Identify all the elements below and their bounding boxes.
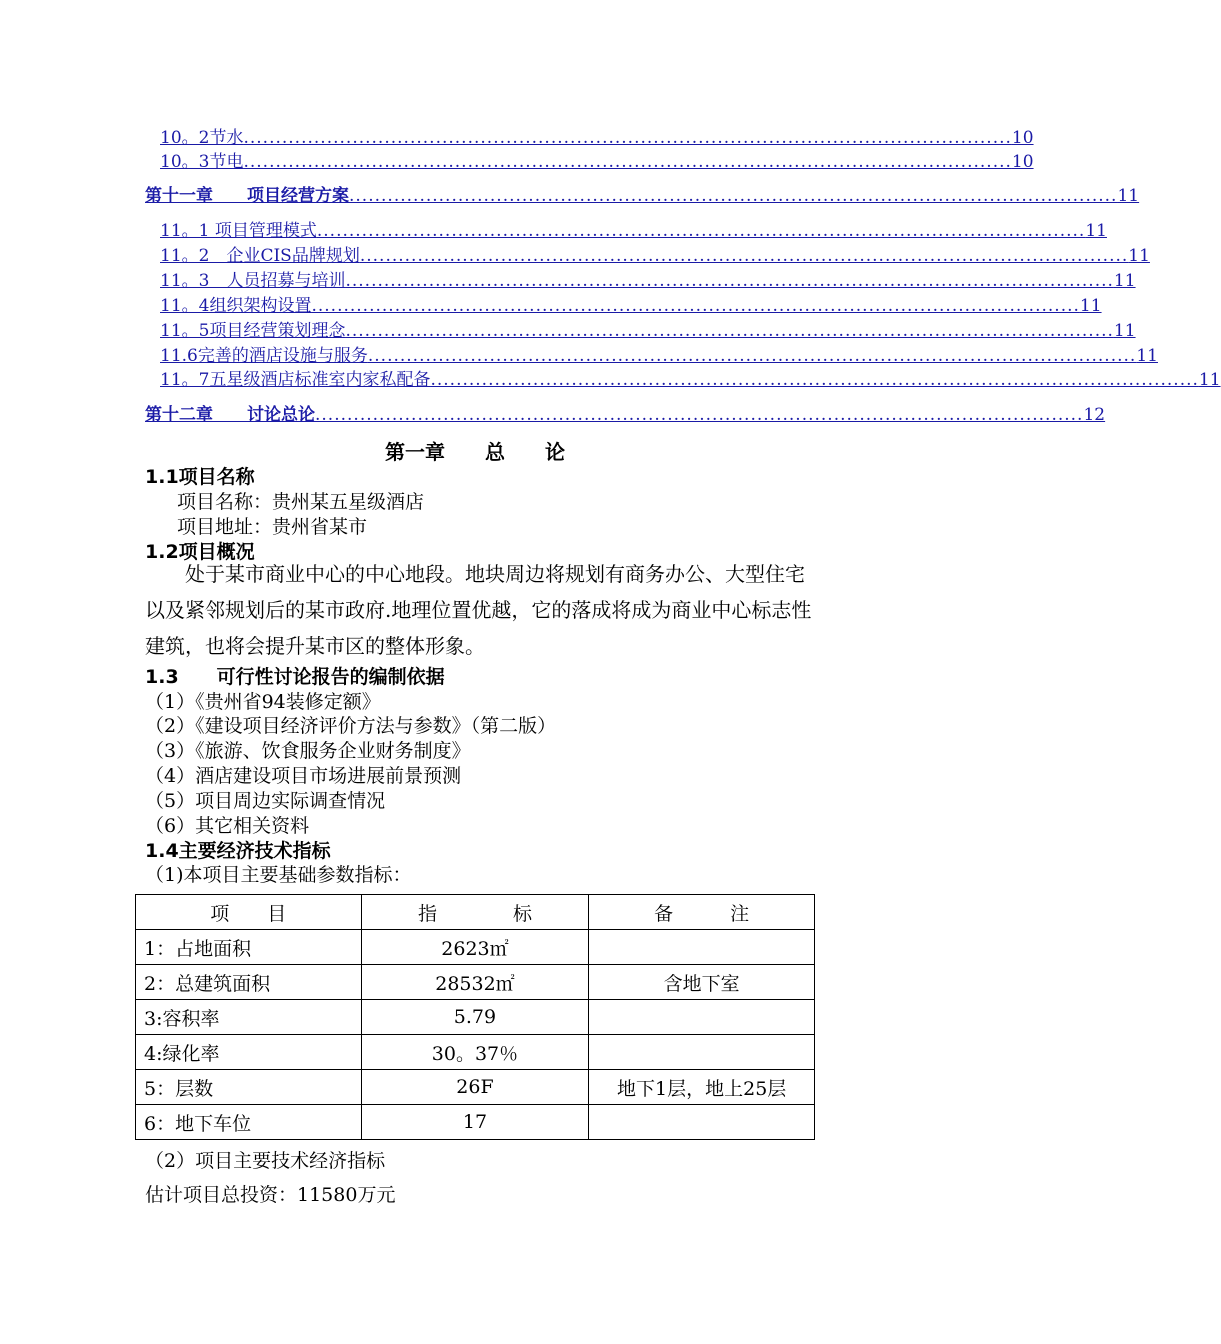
toc-leader-dots: ........................................................................................................................ xyxy=(316,221,1086,241)
cell-item: 2：总建筑面积 xyxy=(136,965,362,1000)
cell-value: 26F xyxy=(361,1070,589,1105)
overview-paragraph: 处于某市商业中心的中心地段。地块周边将规划有商务办公、大型住宅以及紧邻规划后的某市政府.地理位置优越，它的落成将成为商业中心标志性建筑，也将会提升某市区的整体形象。 xyxy=(145,562,812,658)
toc-page-number: 12 xyxy=(1083,405,1106,425)
toc-entry-label: 11。7五星级酒店标准室内家私配备 xyxy=(160,370,431,390)
basis-item: （5）项目周边实际调查情况 xyxy=(145,790,386,812)
basis-item: （1）《贵州省94装修定额》 xyxy=(145,691,381,713)
toc-leader-dots: ........................................................................................................................ xyxy=(345,321,1114,341)
table-row xyxy=(136,1035,815,1070)
toc-leader-dots: ........................................................................................................................ xyxy=(349,186,1118,206)
toc-entry-label: 11。5项目经营策划理念 xyxy=(160,321,346,341)
toc-page-number: 11 xyxy=(1128,246,1150,266)
toc-entry[interactable] xyxy=(160,270,1136,292)
table-row xyxy=(136,1000,815,1035)
cell-value: 28532㎡ xyxy=(361,965,589,1000)
toc-leader-dots: ........................................................................................................................ xyxy=(315,405,1084,425)
toc-entry-label: 11。4组织架构设置 xyxy=(160,296,312,316)
cell-note xyxy=(589,1035,815,1070)
toc-page-number: 11 xyxy=(1079,296,1102,316)
cell-value: 2623㎡ xyxy=(361,930,589,965)
toc-chapter-entry[interactable] xyxy=(145,404,1106,426)
toc-leader-dots: ........................................................................................................................ xyxy=(367,346,1137,366)
toc-page-number: 11 xyxy=(1198,370,1221,390)
toc-entry-label: 第十一章 项目经营方案 xyxy=(145,186,349,206)
table-row xyxy=(136,930,815,965)
toc-entry[interactable] xyxy=(160,320,1136,342)
toc-leader-dots: ........................................................................................................................ xyxy=(430,370,1199,390)
cell-note xyxy=(589,1105,815,1140)
table-row xyxy=(136,965,815,1000)
project-address: 项目地址：贵州省某市 xyxy=(177,516,368,538)
header-item: 项 目 xyxy=(136,895,362,930)
toc-leader-dots: ........................................................................................................................ xyxy=(243,152,1012,172)
cell-value: 17 xyxy=(361,1105,589,1140)
cell-item: 3:容积率 xyxy=(136,1000,362,1035)
toc-entry[interactable] xyxy=(160,151,1034,173)
toc-entry[interactable] xyxy=(160,245,1150,267)
table-row xyxy=(136,1070,815,1105)
section-heading-1-2: 1.2项目概况 xyxy=(145,541,255,563)
toc-entry[interactable] xyxy=(160,345,1158,367)
toc-entry-label: 10。3节电 xyxy=(160,152,244,172)
toc-entry[interactable] xyxy=(160,369,1221,391)
toc-page-number: 11 xyxy=(1113,321,1136,341)
toc-page-number: 10 xyxy=(1011,152,1034,172)
toc-leader-dots: ........................................................................................................................ xyxy=(345,271,1114,291)
cell-note xyxy=(589,1000,815,1035)
cell-item: 4:绿化率 xyxy=(136,1035,362,1070)
toc-entry-label: 11.6完善的酒店设施与服务 xyxy=(160,346,368,366)
header-note: 备 注 xyxy=(589,895,815,930)
toc-page-number: 11 xyxy=(1085,221,1107,241)
cell-note: 含地下室 xyxy=(589,965,815,1000)
toc-page-number: 10 xyxy=(1011,128,1034,148)
params-table xyxy=(135,894,815,1140)
basis-item: （2）《建设项目经济评价方法与参数》（第二版） xyxy=(145,715,557,737)
table-header-row xyxy=(136,895,815,930)
toc-entry[interactable] xyxy=(160,127,1034,149)
toc-leader-dots: ........................................................................................................................ xyxy=(359,246,1129,266)
project-name: 项目名称：贵州某五星级酒店 xyxy=(177,491,425,513)
toc-page-number: 11 xyxy=(1136,346,1158,366)
params-intro: （1)本项目主要基础参数指标： xyxy=(145,864,412,886)
basis-item: （4）酒店建设项目市场进展前景预测 xyxy=(145,765,462,787)
toc-entry-label: 10。2节水 xyxy=(160,128,244,148)
toc-entry-label: 11。2 企业CIS品牌规划 xyxy=(160,246,360,266)
total-investment: 估计项目总投资：11580万元 xyxy=(145,1184,396,1206)
chapter-title: 第一章 总 论 xyxy=(385,440,565,464)
cell-note: 地下1层，地上25层 xyxy=(589,1070,815,1105)
toc-entry-label: 第十二章 讨论总论 xyxy=(145,405,315,425)
table-row xyxy=(136,1105,815,1140)
cell-note xyxy=(589,930,815,965)
toc-page-number: 11 xyxy=(1117,186,1140,206)
tech-indicators-heading: （2）项目主要技术经济指标 xyxy=(145,1150,386,1172)
toc-entry[interactable] xyxy=(160,295,1102,317)
cell-item: 1：占地面积 xyxy=(136,930,362,965)
cell-item: 5：层数 xyxy=(136,1070,362,1105)
toc-page-number: 11 xyxy=(1113,271,1136,291)
toc-entry-label: 11。1 项目管理模式 xyxy=(160,221,317,241)
toc-chapter-entry[interactable] xyxy=(145,185,1140,207)
section-heading-1-3: 1.3 可行性讨论报告的编制依据 xyxy=(145,666,445,688)
basis-item: （6）其它相关资料 xyxy=(145,815,310,837)
cell-item: 6：地下车位 xyxy=(136,1105,362,1140)
header-value: 指 标 xyxy=(361,895,589,930)
toc-leader-dots: ........................................................................................................................ xyxy=(311,296,1080,316)
toc-entry[interactable] xyxy=(160,220,1107,242)
cell-value: 30。37％ xyxy=(361,1035,589,1070)
toc-entry-label: 11。3 人员招募与培训 xyxy=(160,271,346,291)
basis-item: （3）《旅游、饮食服务企业财务制度》 xyxy=(145,740,471,762)
section-heading-1-4: 1.4主要经济技术指标 xyxy=(145,840,331,862)
toc-leader-dots: ........................................................................................................................ xyxy=(243,128,1012,148)
section-heading-1-1: 1.1项目名称 xyxy=(145,466,255,488)
cell-value: 5.79 xyxy=(361,1000,589,1035)
